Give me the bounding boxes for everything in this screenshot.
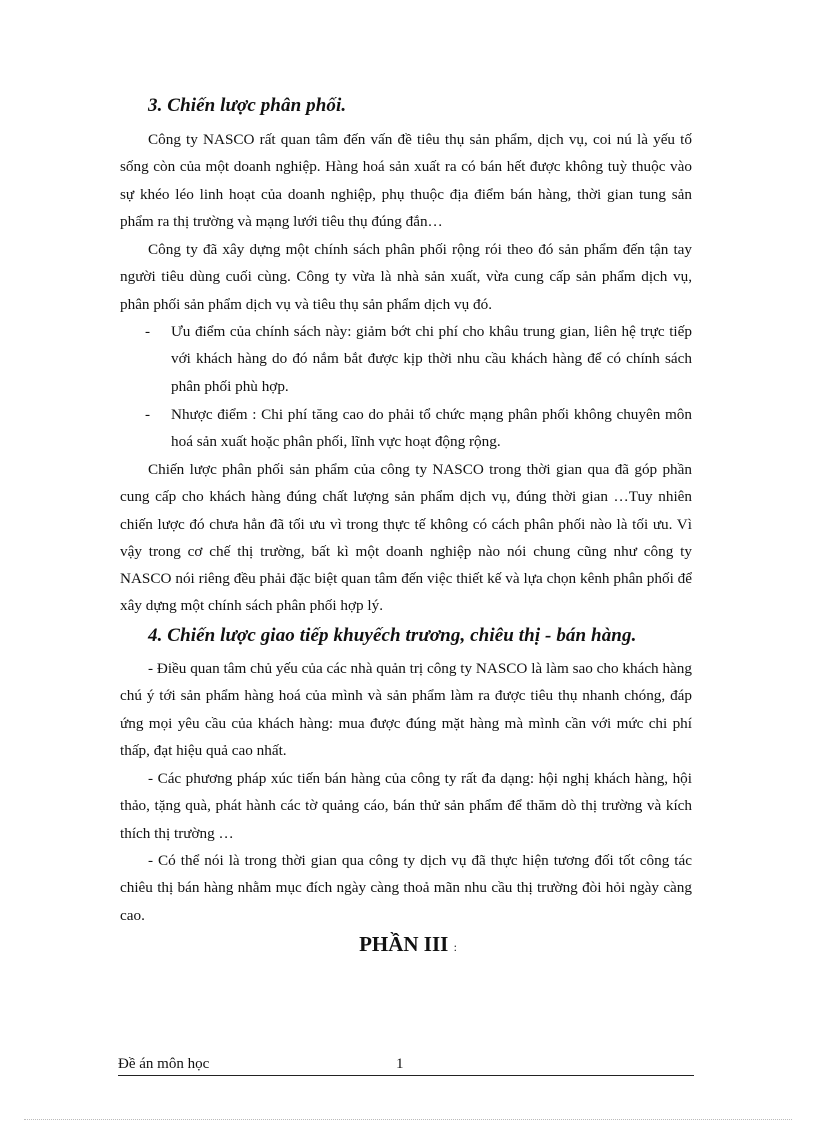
part-colon: : [453,940,457,954]
part-title: PHẦN III [359,932,449,956]
part-heading [0,932,816,957]
bullet-dash: - [145,323,151,340]
footer-page-number: 1 [396,1056,404,1072]
section-3-paragraph-3: Chiến lược phân phối sản phẩm của công ty NASCO trong thời gian qua đã góp phần cung cấp cho khách hàng đúng chất lượng sản phẩm dịch vụ, đúng thời gian …Tuy nhiên chiến lược đó chưa hẳn đã tối ưu vì trong thực tế không có cách phân phối nào là tối ưu. Vì vậy trong cơ chế thị trường, bất kì một doanh nghiệp nào nói chung cũng như công ty NASCO nói riêng đều phải đặc biệt quan tâm đến việc thiết kế và lựa chọn kênh phân phối để xây dựng một chính sách phân phối hợp lý. [120,461,692,615]
section-3-paragraph-1: Công ty NASCO rất quan tâm đến vấn đề tiêu thụ sản phẩm, dịch vụ, coi nú là yếu tố sống còn của một doanh nghiệp. Hàng hoá sản xuất ra có bán hết được không tuỳ thuộc vào sự khéo léo linh hoạt của doanh nghiệp, phụ thuộc địa điểm bán hàng, thời gian tung sản phẩm ra thị trường và mạng lưới tiêu thụ đúng đắn… [120,131,692,230]
page-edge-divider [24,1119,792,1120]
section-4-paragraph-1: - Điều quan tâm chủ yếu của các nhà quản trị công ty NASCO là làm sao cho khách hàng chú ý tới sản phẩm hàng hoá của mình và sản phẩm làm ra được tiêu thụ nhanh chóng, đáp ứng mọi yêu cầu của khách hàng: mua được đúng mặt hàng mà mình cần với mức chi phí thấp, đạt hiệu quả cao nhất. [120,660,692,759]
bullet-text: Nhược điểm : Chi phí tăng cao do phải tổ chức mạng phân phối không chuyên môn hoá sản xuất hoặc phân phối, lĩnh vực hoạt động rộng. [171,406,692,451]
section-3-heading: 3. Chiến lược phân phối. [148,95,347,116]
bullet-text: Ưu điểm của chính sách này: giảm bớt chi phí cho khâu trung gian, liên hệ trực tiếp với khách hàng do đó nắm bắt được kịp thời nhu cầu khách hàng để có chính sách phân phối phù hợp. [171,323,692,395]
section-3-paragraph-2: Công ty đã xây dựng một chính sách phân phối rộng rói theo đó sản phẩm đến tận tay người tiêu dùng cuối cùng. Công ty vừa là nhà sản xuất, vừa cung cấp sản phẩm dịch vụ, phân phối sản phẩm dịch vụ và tiêu thụ sản phẩm dịch vụ đó. [120,241,692,313]
footer-rule [118,1075,694,1076]
section-4-heading: 4. Chiến lược giao tiếp khuyếch trương, chiêu thị - bán hàng. [148,625,637,646]
section-4-paragraph-3: - Có thể nói là trong thời gian qua công ty dịch vụ đã thực hiện tương đối tốt công tác chiêu thị bán hàng nhằm mục đích ngày càng thoả mãn nhu cầu thị trường đòi hỏi ngày càng cao. [120,852,692,924]
section-4-paragraph-2: - Các phương pháp xúc tiến bán hàng của công ty rất đa dạng: hội nghị khách hàng, hội thảo, tặng quà, phát hành các tờ quảng cáo, bán thử sản phẩm để thăm dò thị trường và kích thích thị trường … [120,770,692,842]
footer-label: Đề án môn học [118,1056,210,1072]
section-3-bullet-advantages [145,318,692,400]
bullet-dash: - [145,406,151,423]
section-3-bullet-disadvantages [145,401,692,456]
